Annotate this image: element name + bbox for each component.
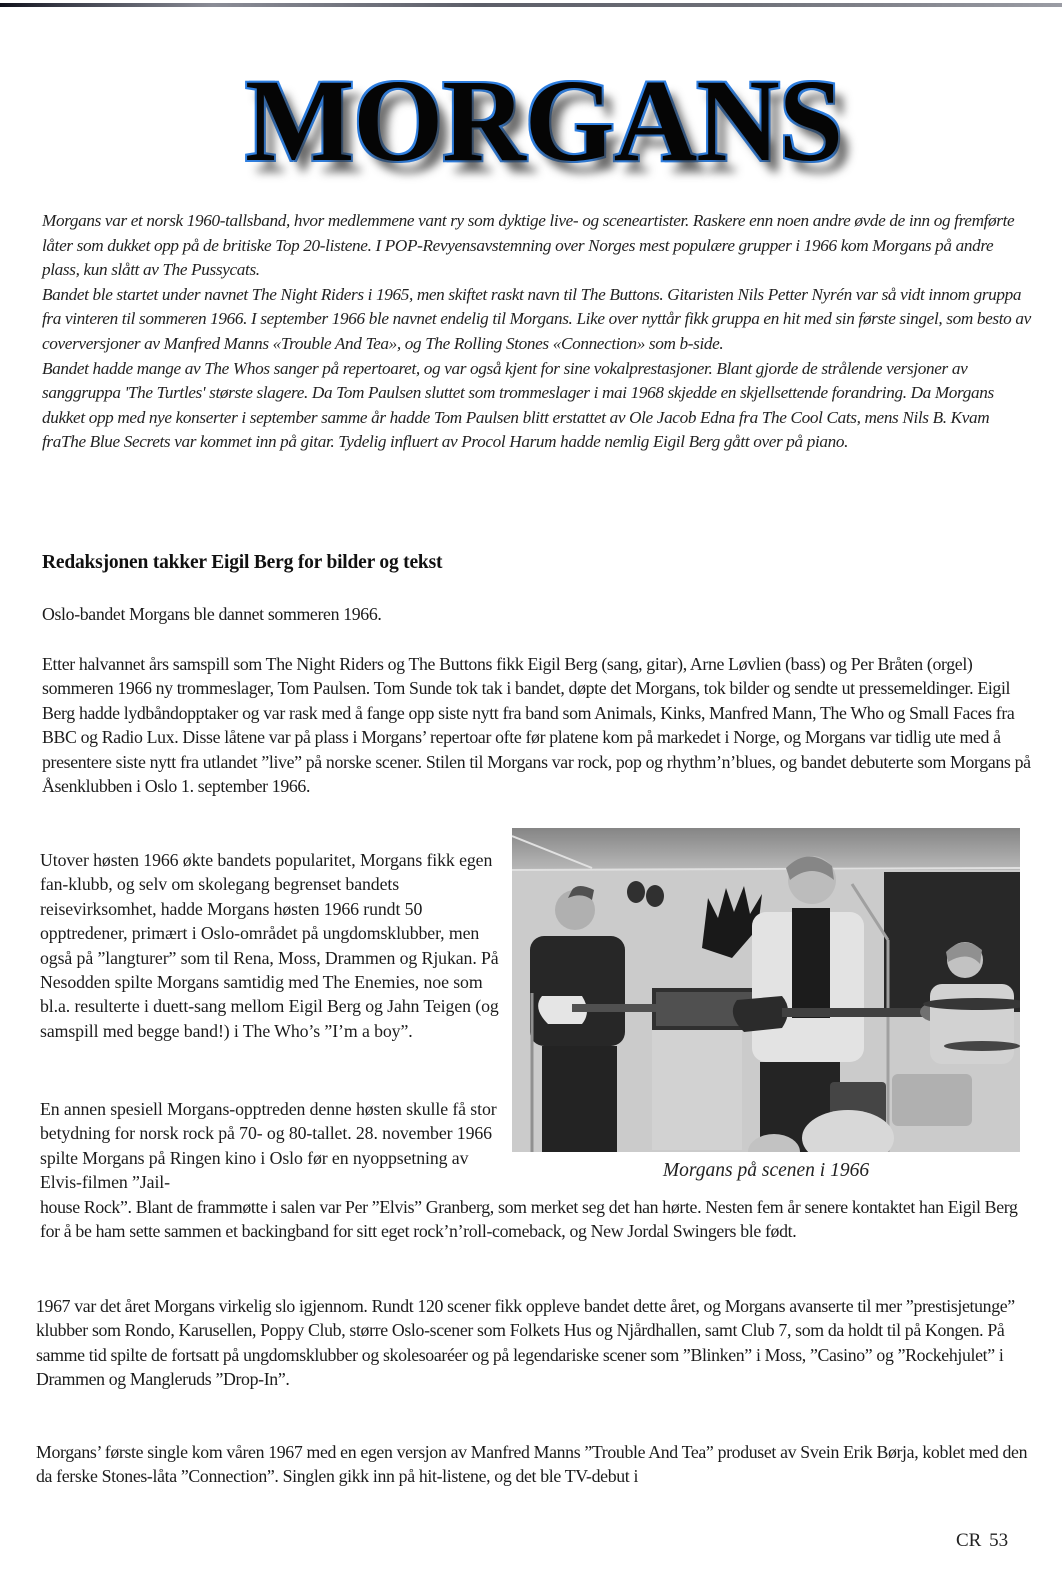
paragraph-text: house Rock”. Blant de frammøtte i salen var Per ”Elvis” Granberg, som merket seg det han hørte. Nesten fem år senere kontaktet han Eigil Berg for å be ham sette sammen et backingband for sitt eget rock’n’roll-comeback, og New Jordal Swingers ble født. <box>40 1197 1018 1242</box>
band-photo <box>512 828 1020 1152</box>
paragraph-text: Oslo-bandet Morgans ble dannet sommeren 1966. <box>42 604 382 624</box>
article-paragraph <box>42 652 1032 798</box>
intro-paragraph: Morgans var et norsk 1960-tallsband, hvor medlemmene vant ry som dyktige live- og sceneartister. Raskere enn noen andre øvde de inn og fremførte låter som dukket opp på de britiske Top 20-listene. I POP-Revyensavstemning over Norges mest populære grupper i 1966 kom Morgans på andre plass, kun slått av The Pussycats. <box>42 211 1015 280</box>
article-paragraph-continued <box>40 1195 1030 1244</box>
paragraph-text: En annen spesiell Morgans-opptreden denne høsten skulle få stor betydning for norsk rock på 70- og 80-tallet. 28. november 1966 spilte Morgans på Ringen kino i Oslo før en nyoppsetning av Elvis-filmen ”Jail- <box>40 1099 497 1193</box>
article-paragraph <box>40 1097 505 1195</box>
paragraph-text: Morgans’ første single kom våren 1967 med en egen versjon av Manfred Manns ”Trouble And Tea” produset av Svein Erik Børja, koblet med den da ferske Stones-låta ”Connection”. Singlen gikk inn på hit-listene, og det ble TV-debut i <box>36 1442 1028 1487</box>
paragraph-text: Etter halvannet års samspill som The Night Riders og The Buttons fikk Eigil Berg (sang, gitar), Arne Løvlien (bass) og Per Bråten (orgel) sommeren 1966 ny trommeslager, Tom Paulsen. Tom Sunde tok tak i bandet, døpte det Morgans, tok bilder og sendte ut pressemeldinger. Eigil Berg hadde lydbåndopptaker og var rask med å fange opp siste nytt fra band som Animals, Kinks, Manfred Mann, The Who og Small Faces fra BBC og Radio Lux. Disse låtene var på plass i Morgans’ repertoar ofte før platene kom på markedet i Norge, og Morgans var tidlig ute med å presentere siste nytt fra utlandet ”live” på norske scener. Stilen til Morgans var rock, pop og rhythm’n’blues, og bandet debuterte som Morgans på Åsenklubben i Oslo 1. september 1966. <box>42 654 1031 797</box>
photo-caption: Morgans på scenen i 1966 <box>662 1160 870 1181</box>
intro-paragraph: Bandet ble startet under navnet The Night Riders i 1965, men skiftet raskt navn til The Buttons. Gitaristen Nils Petter Nyrén var så vidt innom gruppa fra vinteren til sommeren 1966. I september 1966 ble navnet endelig til Morgans. Like over nyttår fikk gruppa en hit med sin første singel, som besto av coverversjoner av Manfred Manns «Trouble And Tea», og The Rolling Stones «Connection» som b-side. <box>42 284 1031 353</box>
article-paragraph <box>36 1440 1031 1489</box>
article-paragraph <box>36 1294 1031 1392</box>
intro-paragraph: Bandet hadde mange av The Whos sanger på repertoaret, og var også kjent for sine vokalprestasjoner. Blant gjorde de strålende versjoner av sanggruppa 'The Turtles' største slagere. Da Tom Paulsen sluttet som trommeslager i mai 1968 skjedde en skjellsettende forandring. Da Morgans dukket opp med nye konserter i september samme år hadde Tom Paulsen blitt erstattet av Ole Jacob Edna fra The Cool Cats, mens Nils B. Kvam fraThe Blue Secrets var kommet inn på gitar. Tydelig influert av Procol Harum hadde nemlig Eigil Berg gått over på piano. <box>42 358 994 452</box>
title-block <box>0 55 1062 186</box>
band-photo-illustration <box>512 828 1020 1152</box>
intro-section <box>42 209 1032 455</box>
page-number: CR 53 <box>956 1530 1009 1551</box>
paragraph-text: Utover høsten 1966 økte bandets popularitet, Morgans fikk egen fan-klubb, og selv om skolegang begrenset bandets reisevirksomhet, hadde Morgans høsten 1966 rundt 50 opptredener, primært i Oslo-området på ungdomsklubber, men også på ”langturer” som til Rena, Moss, Drammen og Rjukan. På Nesodden spilte Morgans samtidig med The Enemies, noe som bl.a. resulterte i duett-sang mellom Eigil Berg og Jahn Teigen (og samspill med begge band!) i The Who’s ”I’m a boy”. <box>40 850 499 1041</box>
page-title: MORGANS <box>245 55 843 186</box>
paragraph-text: 1967 var det året Morgans virkelig slo igjennom. Rundt 120 scener fikk oppleve bandet dette året, og Morgans avanserte til mer ”prestisjetunge” klubber som Rondo, Karusellen, Poppy Club, større Oslo-scener som Folkets Hus og Njårdhallen, samt Club 7, som da holdt til på Kongen. På samme tid spilte de fortsatt på ungdomsklubber og skolesoaréer og på legendariske scener som ”Blinken” i Moss, ”Casino” og ”Rockehjulet” i Drammen og Mangleruds ”Drop-In”. <box>36 1296 1015 1390</box>
credit-heading: Redaksjonen takker Eigil Berg for bilder og tekst <box>42 552 443 573</box>
article-paragraph <box>42 602 1032 626</box>
top-rule-divider <box>0 3 1062 7</box>
article-paragraph <box>40 848 510 1043</box>
